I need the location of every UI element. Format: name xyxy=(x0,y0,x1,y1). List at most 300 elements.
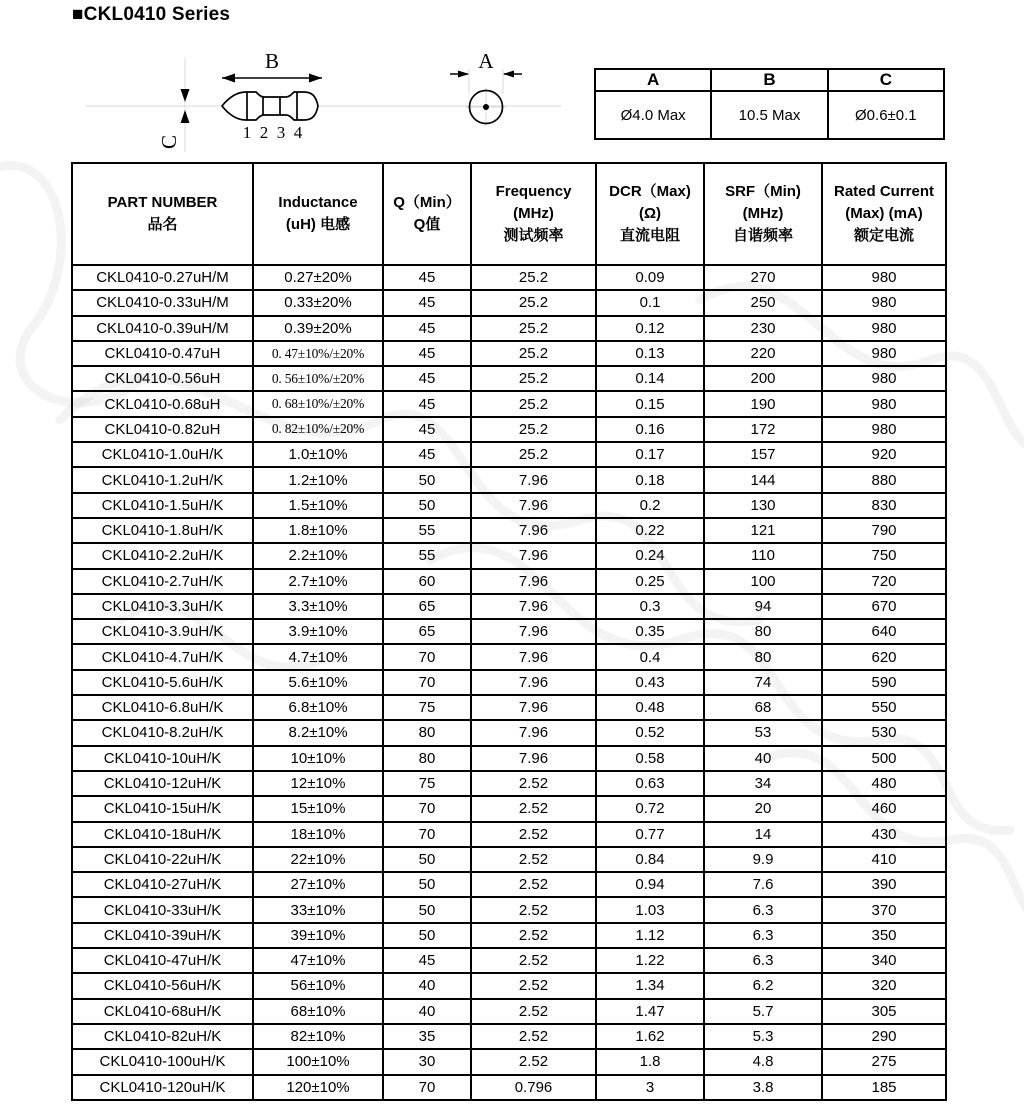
cell-frequency: 25.2 xyxy=(471,265,596,290)
cell-part-number: CKL0410-0.56uH xyxy=(72,366,253,391)
cell-dcr-max: 0.94 xyxy=(596,872,704,897)
cell-rated-current: 370 xyxy=(822,897,946,922)
cell-q-min: 70 xyxy=(383,644,471,669)
cell-rated-current: 500 xyxy=(822,746,946,771)
pin-3-label: 3 xyxy=(276,123,286,142)
cell-rated-current: 590 xyxy=(822,670,946,695)
cell-part-number: CKL0410-56uH/K xyxy=(72,973,253,998)
table-row xyxy=(72,594,946,619)
cell-inductance: 0. 47±10%/±20% xyxy=(253,341,383,366)
cell-q-min: 45 xyxy=(383,391,471,416)
cell-inductance: 18±10% xyxy=(253,822,383,847)
cell-frequency: 25.2 xyxy=(471,341,596,366)
cell-srf-min: 68 xyxy=(704,695,822,720)
column-header-part-number: PART NUMBER 品名 xyxy=(72,163,253,265)
dim-value-a: Ø4.0 Max xyxy=(595,91,711,139)
cell-dcr-max: 0.63 xyxy=(596,771,704,796)
column-header-q-min: Q（Min） Q值 xyxy=(383,163,471,265)
cell-srf-min: 34 xyxy=(704,771,822,796)
cell-srf-min: 250 xyxy=(704,290,822,315)
cell-inductance: 56±10% xyxy=(253,973,383,998)
cell-q-min: 45 xyxy=(383,265,471,290)
dimension-a-label: A xyxy=(478,49,494,73)
cell-part-number: CKL0410-8.2uH/K xyxy=(72,720,253,745)
cell-rated-current: 410 xyxy=(822,847,946,872)
dimension-table-value-row xyxy=(595,91,944,139)
cell-rated-current: 290 xyxy=(822,1024,946,1049)
cell-inductance: 3.3±10% xyxy=(253,594,383,619)
cell-rated-current: 830 xyxy=(822,493,946,518)
table-row xyxy=(72,341,946,366)
cell-srf-min: 110 xyxy=(704,543,822,568)
table-row xyxy=(72,265,946,290)
cell-frequency: 7.96 xyxy=(471,594,596,619)
table-row xyxy=(72,771,946,796)
cell-dcr-max: 0.12 xyxy=(596,316,704,341)
cell-srf-min: 144 xyxy=(704,467,822,492)
cell-srf-min: 53 xyxy=(704,720,822,745)
table-row xyxy=(72,543,946,568)
cell-part-number: CKL0410-0.82uH xyxy=(72,417,253,442)
spec-table xyxy=(71,162,947,1101)
cell-dcr-max: 1.34 xyxy=(596,973,704,998)
cell-srf-min: 157 xyxy=(704,442,822,467)
cell-q-min: 70 xyxy=(383,670,471,695)
cell-dcr-max: 1.62 xyxy=(596,1024,704,1049)
cell-q-min: 55 xyxy=(383,543,471,568)
cell-srf-min: 172 xyxy=(704,417,822,442)
cell-rated-current: 750 xyxy=(822,543,946,568)
cell-frequency: 25.2 xyxy=(471,391,596,416)
cell-q-min: 50 xyxy=(383,847,471,872)
cell-rated-current: 980 xyxy=(822,366,946,391)
cell-part-number: CKL0410-68uH/K xyxy=(72,999,253,1024)
dim-header-a: A xyxy=(595,69,711,91)
cell-frequency: 2.52 xyxy=(471,897,596,922)
cell-dcr-max: 0.77 xyxy=(596,822,704,847)
cell-srf-min: 3.8 xyxy=(704,1075,822,1101)
cell-inductance: 0.39±20% xyxy=(253,316,383,341)
cell-dcr-max: 0.52 xyxy=(596,720,704,745)
cell-rated-current: 305 xyxy=(822,999,946,1024)
table-row xyxy=(72,872,946,897)
cell-dcr-max: 0.84 xyxy=(596,847,704,872)
table-row xyxy=(72,948,946,973)
table-row xyxy=(72,923,946,948)
cell-dcr-max: 1.8 xyxy=(596,1049,704,1074)
cell-inductance: 0. 56±10%/±20% xyxy=(253,366,383,391)
dimension-table xyxy=(594,68,945,140)
cell-q-min: 70 xyxy=(383,796,471,821)
cell-dcr-max: 0.09 xyxy=(596,265,704,290)
cell-inductance: 47±10% xyxy=(253,948,383,973)
cell-frequency: 2.52 xyxy=(471,948,596,973)
cell-part-number: CKL0410-0.39uH/M xyxy=(72,316,253,341)
cell-frequency: 2.52 xyxy=(471,1049,596,1074)
cell-q-min: 45 xyxy=(383,290,471,315)
cell-q-min: 50 xyxy=(383,923,471,948)
cell-rated-current: 340 xyxy=(822,948,946,973)
dim-value-c: Ø0.6±0.1 xyxy=(828,91,944,139)
dimension-a xyxy=(450,49,522,78)
table-row xyxy=(72,822,946,847)
cell-part-number: CKL0410-15uH/K xyxy=(72,796,253,821)
cell-frequency: 2.52 xyxy=(471,822,596,847)
cell-part-number: CKL0410-100uH/K xyxy=(72,1049,253,1074)
cell-srf-min: 5.7 xyxy=(704,999,822,1024)
cell-frequency: 7.96 xyxy=(471,543,596,568)
cell-part-number: CKL0410-1.5uH/K xyxy=(72,493,253,518)
cell-dcr-max: 0.15 xyxy=(596,391,704,416)
cell-part-number: CKL0410-0.33uH/M xyxy=(72,290,253,315)
cell-part-number: CKL0410-120uH/K xyxy=(72,1075,253,1101)
cell-dcr-max: 0.58 xyxy=(596,746,704,771)
table-row xyxy=(72,973,946,998)
arrow-right-icon xyxy=(458,71,469,78)
cell-inductance: 27±10% xyxy=(253,872,383,897)
cell-rated-current: 720 xyxy=(822,569,946,594)
inductor-side-view xyxy=(222,92,318,120)
cell-dcr-max: 1.12 xyxy=(596,923,704,948)
cell-frequency: 2.52 xyxy=(471,973,596,998)
cell-srf-min: 6.2 xyxy=(704,973,822,998)
cell-rated-current: 275 xyxy=(822,1049,946,1074)
cell-srf-min: 74 xyxy=(704,670,822,695)
dim-header-b: B xyxy=(711,69,827,91)
cell-inductance: 12±10% xyxy=(253,771,383,796)
column-header-srf-min: SRF（Min) (MHz) 自谐频率 xyxy=(704,163,822,265)
cell-srf-min: 94 xyxy=(704,594,822,619)
cell-inductance: 2.2±10% xyxy=(253,543,383,568)
cell-rated-current: 480 xyxy=(822,771,946,796)
cell-srf-min: 9.9 xyxy=(704,847,822,872)
cell-inductance: 1.5±10% xyxy=(253,493,383,518)
table-row xyxy=(72,366,946,391)
cell-dcr-max: 0.35 xyxy=(596,619,704,644)
cell-q-min: 45 xyxy=(383,948,471,973)
table-row xyxy=(72,619,946,644)
cell-rated-current: 390 xyxy=(822,872,946,897)
cell-rated-current: 980 xyxy=(822,391,946,416)
page-title: ■CKL0410 Series xyxy=(72,4,231,25)
table-row xyxy=(72,417,946,442)
cell-rated-current: 430 xyxy=(822,822,946,847)
pin-4-label: 4 xyxy=(293,123,303,142)
cell-inductance: 1.0±10% xyxy=(253,442,383,467)
table-row xyxy=(72,1049,946,1074)
cell-srf-min: 14 xyxy=(704,822,822,847)
table-row xyxy=(72,720,946,745)
cell-frequency: 2.52 xyxy=(471,1024,596,1049)
cell-rated-current: 980 xyxy=(822,417,946,442)
cell-part-number: CKL0410-27uH/K xyxy=(72,872,253,897)
cell-part-number: CKL0410-22uH/K xyxy=(72,847,253,872)
cell-srf-min: 130 xyxy=(704,493,822,518)
cell-frequency: 25.2 xyxy=(471,417,596,442)
cell-q-min: 50 xyxy=(383,467,471,492)
table-row xyxy=(72,493,946,518)
cell-srf-min: 270 xyxy=(704,265,822,290)
cell-q-min: 45 xyxy=(383,442,471,467)
cell-dcr-max: 1.22 xyxy=(596,948,704,973)
cell-rated-current: 640 xyxy=(822,619,946,644)
pin-1-label: 1 xyxy=(242,123,252,142)
table-row xyxy=(72,1024,946,1049)
arrow-left-icon xyxy=(503,71,514,78)
cell-part-number: CKL0410-33uH/K xyxy=(72,897,253,922)
cell-srf-min: 200 xyxy=(704,366,822,391)
dimension-b xyxy=(222,49,322,83)
cell-inductance: 0.33±20% xyxy=(253,290,383,315)
cell-srf-min: 6.3 xyxy=(704,923,822,948)
cell-inductance: 0. 82±10%/±20% xyxy=(253,417,383,442)
cell-dcr-max: 0.43 xyxy=(596,670,704,695)
cell-srf-min: 220 xyxy=(704,341,822,366)
cell-q-min: 45 xyxy=(383,341,471,366)
dimension-c-label: C xyxy=(157,134,181,150)
table-row xyxy=(72,644,946,669)
cell-part-number: CKL0410-82uH/K xyxy=(72,1024,253,1049)
cell-part-number: CKL0410-1.8uH/K xyxy=(72,518,253,543)
cell-q-min: 50 xyxy=(383,493,471,518)
spec-header-row xyxy=(72,163,946,265)
cell-q-min: 80 xyxy=(383,720,471,745)
cell-part-number: CKL0410-3.9uH/K xyxy=(72,619,253,644)
cell-inductance: 2.7±10% xyxy=(253,569,383,594)
cell-srf-min: 80 xyxy=(704,619,822,644)
cell-frequency: 7.96 xyxy=(471,695,596,720)
cell-dcr-max: 0.17 xyxy=(596,442,704,467)
cell-part-number: CKL0410-2.7uH/K xyxy=(72,569,253,594)
cell-srf-min: 7.6 xyxy=(704,872,822,897)
cell-dcr-max: 3 xyxy=(596,1075,704,1101)
cell-inductance: 1.2±10% xyxy=(253,467,383,492)
cell-inductance: 22±10% xyxy=(253,847,383,872)
cell-inductance: 4.7±10% xyxy=(253,644,383,669)
cell-dcr-max: 0.4 xyxy=(596,644,704,669)
cell-frequency: 25.2 xyxy=(471,290,596,315)
cell-srf-min: 5.3 xyxy=(704,1024,822,1049)
cell-srf-min: 40 xyxy=(704,746,822,771)
cell-part-number: CKL0410-47uH/K xyxy=(72,948,253,973)
cell-q-min: 70 xyxy=(383,822,471,847)
arrow-right-icon xyxy=(309,74,322,83)
dimension-table-header-row xyxy=(595,69,944,91)
cell-dcr-max: 0.2 xyxy=(596,493,704,518)
table-row xyxy=(72,847,946,872)
cell-frequency: 2.52 xyxy=(471,796,596,821)
dim-value-b: 10.5 Max xyxy=(711,91,827,139)
cell-srf-min: 6.3 xyxy=(704,948,822,973)
cell-dcr-max: 0.1 xyxy=(596,290,704,315)
cell-dcr-max: 0.24 xyxy=(596,543,704,568)
cell-q-min: 40 xyxy=(383,999,471,1024)
cell-srf-min: 190 xyxy=(704,391,822,416)
cell-dcr-max: 0.14 xyxy=(596,366,704,391)
cell-dcr-max: 0.16 xyxy=(596,417,704,442)
cell-rated-current: 980 xyxy=(822,290,946,315)
cell-rated-current: 980 xyxy=(822,316,946,341)
cell-inductance: 39±10% xyxy=(253,923,383,948)
cell-inductance: 68±10% xyxy=(253,999,383,1024)
cell-frequency: 2.52 xyxy=(471,847,596,872)
table-row xyxy=(72,1075,946,1101)
cell-frequency: 7.96 xyxy=(471,518,596,543)
table-row xyxy=(72,796,946,821)
cell-srf-min: 4.8 xyxy=(704,1049,822,1074)
cell-q-min: 50 xyxy=(383,872,471,897)
cell-dcr-max: 0.3 xyxy=(596,594,704,619)
cell-frequency: 7.96 xyxy=(471,619,596,644)
cell-frequency: 0.796 xyxy=(471,1075,596,1101)
cell-dcr-max: 0.48 xyxy=(596,695,704,720)
dim-header-c: C xyxy=(828,69,944,91)
cell-frequency: 7.96 xyxy=(471,746,596,771)
dimension-b-label: B xyxy=(264,49,280,73)
column-header-dcr-max: DCR（Max) (Ω) 直流电阻 xyxy=(596,163,704,265)
component-drawing xyxy=(80,42,580,162)
cell-part-number: CKL0410-6.8uH/K xyxy=(72,695,253,720)
cell-inductance: 10±10% xyxy=(253,746,383,771)
cell-q-min: 50 xyxy=(383,897,471,922)
cell-rated-current: 320 xyxy=(822,973,946,998)
cell-q-min: 40 xyxy=(383,973,471,998)
table-row xyxy=(72,467,946,492)
cell-part-number: CKL0410-0.68uH xyxy=(72,391,253,416)
cell-q-min: 30 xyxy=(383,1049,471,1074)
cell-srf-min: 230 xyxy=(704,316,822,341)
cell-part-number: CKL0410-39uH/K xyxy=(72,923,253,948)
cell-dcr-max: 1.03 xyxy=(596,897,704,922)
table-row xyxy=(72,897,946,922)
cell-inductance: 8.2±10% xyxy=(253,720,383,745)
table-row xyxy=(72,290,946,315)
cell-part-number: CKL0410-0.27uH/M xyxy=(72,265,253,290)
table-row xyxy=(72,442,946,467)
cell-rated-current: 980 xyxy=(822,265,946,290)
cell-rated-current: 980 xyxy=(822,341,946,366)
cell-inductance: 100±10% xyxy=(253,1049,383,1074)
arrow-down-icon xyxy=(181,89,190,102)
cell-frequency: 2.52 xyxy=(471,872,596,897)
cell-frequency: 25.2 xyxy=(471,316,596,341)
cell-frequency: 7.96 xyxy=(471,720,596,745)
cell-srf-min: 6.3 xyxy=(704,897,822,922)
cell-rated-current: 620 xyxy=(822,644,946,669)
cell-dcr-max: 0.72 xyxy=(596,796,704,821)
cell-rated-current: 185 xyxy=(822,1075,946,1101)
cell-frequency: 25.2 xyxy=(471,442,596,467)
table-row xyxy=(72,569,946,594)
cell-rated-current: 350 xyxy=(822,923,946,948)
cell-part-number: CKL0410-0.47uH xyxy=(72,341,253,366)
cell-q-min: 45 xyxy=(383,316,471,341)
cell-q-min: 75 xyxy=(383,695,471,720)
cell-rated-current: 550 xyxy=(822,695,946,720)
cell-frequency: 7.96 xyxy=(471,493,596,518)
cell-inductance: 6.8±10% xyxy=(253,695,383,720)
table-row xyxy=(72,746,946,771)
cell-frequency: 2.52 xyxy=(471,771,596,796)
cell-q-min: 65 xyxy=(383,619,471,644)
cell-part-number: CKL0410-1.2uH/K xyxy=(72,467,253,492)
arrow-left-icon xyxy=(222,74,235,83)
cell-frequency: 7.96 xyxy=(471,569,596,594)
cell-part-number: CKL0410-18uH/K xyxy=(72,822,253,847)
cell-inductance: 15±10% xyxy=(253,796,383,821)
pin-2-label: 2 xyxy=(259,123,269,142)
cell-part-number: CKL0410-5.6uH/K xyxy=(72,670,253,695)
cell-part-number: CKL0410-4.7uH/K xyxy=(72,644,253,669)
pin-numbers xyxy=(243,123,303,142)
cell-q-min: 75 xyxy=(383,771,471,796)
cell-rated-current: 790 xyxy=(822,518,946,543)
cell-dcr-max: 0.25 xyxy=(596,569,704,594)
table-row xyxy=(72,518,946,543)
cell-part-number: CKL0410-3.3uH/K xyxy=(72,594,253,619)
cell-srf-min: 20 xyxy=(704,796,822,821)
cell-inductance: 1.8±10% xyxy=(253,518,383,543)
cell-rated-current: 920 xyxy=(822,442,946,467)
cell-q-min: 70 xyxy=(383,1075,471,1101)
cell-inductance: 3.9±10% xyxy=(253,619,383,644)
cell-rated-current: 460 xyxy=(822,796,946,821)
cell-q-min: 60 xyxy=(383,569,471,594)
table-row xyxy=(72,695,946,720)
table-row xyxy=(72,391,946,416)
cell-q-min: 35 xyxy=(383,1024,471,1049)
cell-rated-current: 880 xyxy=(822,467,946,492)
spec-table-header xyxy=(72,163,946,265)
cell-frequency: 7.96 xyxy=(471,644,596,669)
cell-q-min: 45 xyxy=(383,366,471,391)
cell-srf-min: 121 xyxy=(704,518,822,543)
table-row xyxy=(72,999,946,1024)
cell-q-min: 65 xyxy=(383,594,471,619)
cell-dcr-max: 1.47 xyxy=(596,999,704,1024)
cell-frequency: 2.52 xyxy=(471,923,596,948)
table-row xyxy=(72,316,946,341)
cell-part-number: CKL0410-2.2uH/K xyxy=(72,543,253,568)
cell-part-number: CKL0410-1.0uH/K xyxy=(72,442,253,467)
cell-inductance: 33±10% xyxy=(253,897,383,922)
cell-frequency: 7.96 xyxy=(471,467,596,492)
cell-part-number: CKL0410-12uH/K xyxy=(72,771,253,796)
cell-rated-current: 670 xyxy=(822,594,946,619)
cell-inductance: 0.27±20% xyxy=(253,265,383,290)
column-header-frequency: Frequency (MHz) 测试频率 xyxy=(471,163,596,265)
cell-frequency: 2.52 xyxy=(471,999,596,1024)
cell-q-min: 45 xyxy=(383,417,471,442)
cell-inductance: 82±10% xyxy=(253,1024,383,1049)
cell-inductance: 0. 68±10%/±20% xyxy=(253,391,383,416)
table-row xyxy=(72,670,946,695)
cell-srf-min: 100 xyxy=(704,569,822,594)
arrow-up-icon xyxy=(181,110,190,123)
cell-q-min: 80 xyxy=(383,746,471,771)
cell-frequency: 25.2 xyxy=(471,366,596,391)
cell-rated-current: 530 xyxy=(822,720,946,745)
spec-table-body xyxy=(72,265,946,1100)
center-dot xyxy=(483,104,489,110)
cell-dcr-max: 0.22 xyxy=(596,518,704,543)
cell-q-min: 55 xyxy=(383,518,471,543)
cell-inductance: 5.6±10% xyxy=(253,670,383,695)
cell-inductance: 120±10% xyxy=(253,1075,383,1101)
cell-dcr-max: 0.13 xyxy=(596,341,704,366)
cell-srf-min: 80 xyxy=(704,644,822,669)
cell-part-number: CKL0410-10uH/K xyxy=(72,746,253,771)
